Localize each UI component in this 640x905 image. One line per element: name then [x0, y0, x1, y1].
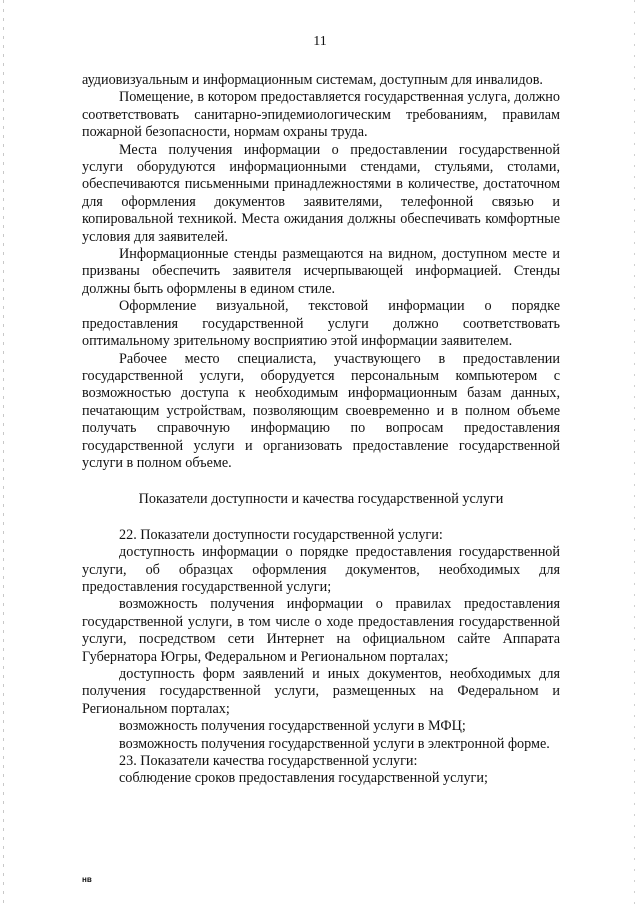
- paragraph: возможность получения информации о правилах предоставления государственной услуги, в том числе о ходе предоставления государственной услуги, посредством сети Интернет на официальном сайте Аппарата Губернатора Югры, Федеральном и Региональном порталах;: [82, 596, 560, 665]
- paragraph: Рабочее место специалиста, участвующего в предоставлении государственной услуги, оборудуется персональным компьютером с возможностью доступа к необходимым информационным базам данных, печатающим устройствам, позволяющим своевременно и в полном объеме получать справочную информацию по вопросам предоставления государственной услуги и организовать предоставление государственной услуги в полном объеме.: [82, 350, 560, 471]
- paragraph: Помещение, в котором предоставляется государственная услуга, должно соответствовать санитарно-эпидемиологическим требованиям, правилам пожарной безопасности, нормам охраны труда.: [82, 89, 560, 141]
- paragraph: доступность информации о порядке предоставления государственной услуги, об образцах оформления документов, необходимых для предоставления государственной услуги;: [82, 544, 560, 595]
- paragraph: Оформление визуальной, текстовой информации о порядке предоставления государственной услуги должно соответствовать оптимальному зрительному восприятию этой информации заявителем.: [82, 298, 560, 350]
- footer-mark: нв: [82, 875, 92, 884]
- paragraph: соблюдение сроков предоставления государственной услуги;: [119, 770, 488, 787]
- paragraph: возможность получения государственной услуги в МФЦ;: [119, 718, 466, 735]
- document-body: [82, 72, 560, 788]
- section-heading: Показатели доступности и качества государственной услуги: [138, 491, 504, 508]
- paragraph: аудиовизуальным и информационным системам, доступным для инвалидов.: [82, 72, 543, 88]
- scan-edge-right: [634, 0, 635, 905]
- paragraph: Места получения информации о предоставлении государственной услуги оборудуются информационными стендами, стульями, столами, обеспечиваются письменными принадлежностями в количестве, достаточном для оформления документов заявителями, телефонной связью и копировальной техникой. Места ожидания должны обеспечивать комфортные условия для заявителей.: [82, 141, 560, 245]
- paragraph: доступность форм заявлений и иных документов, необходимых для получения государственной услуги, размещенных на Федеральном и Региональном порталах;: [82, 666, 560, 717]
- page-number: 11: [313, 34, 327, 49]
- scan-edge-left: [3, 0, 4, 905]
- paragraph: возможность получения государственной услуги в электронной форме.: [119, 735, 550, 752]
- paragraph: 23. Показатели качества государственной услуги:: [119, 753, 418, 770]
- paragraph: Информационные стенды размещаются на видном, доступном месте и призваны обеспечить заявителя исчерпывающей информацией. Стенды должны быть оформлены в едином стиле.: [82, 246, 560, 297]
- paragraph: 22. Показатели доступности государственной услуги:: [119, 526, 443, 543]
